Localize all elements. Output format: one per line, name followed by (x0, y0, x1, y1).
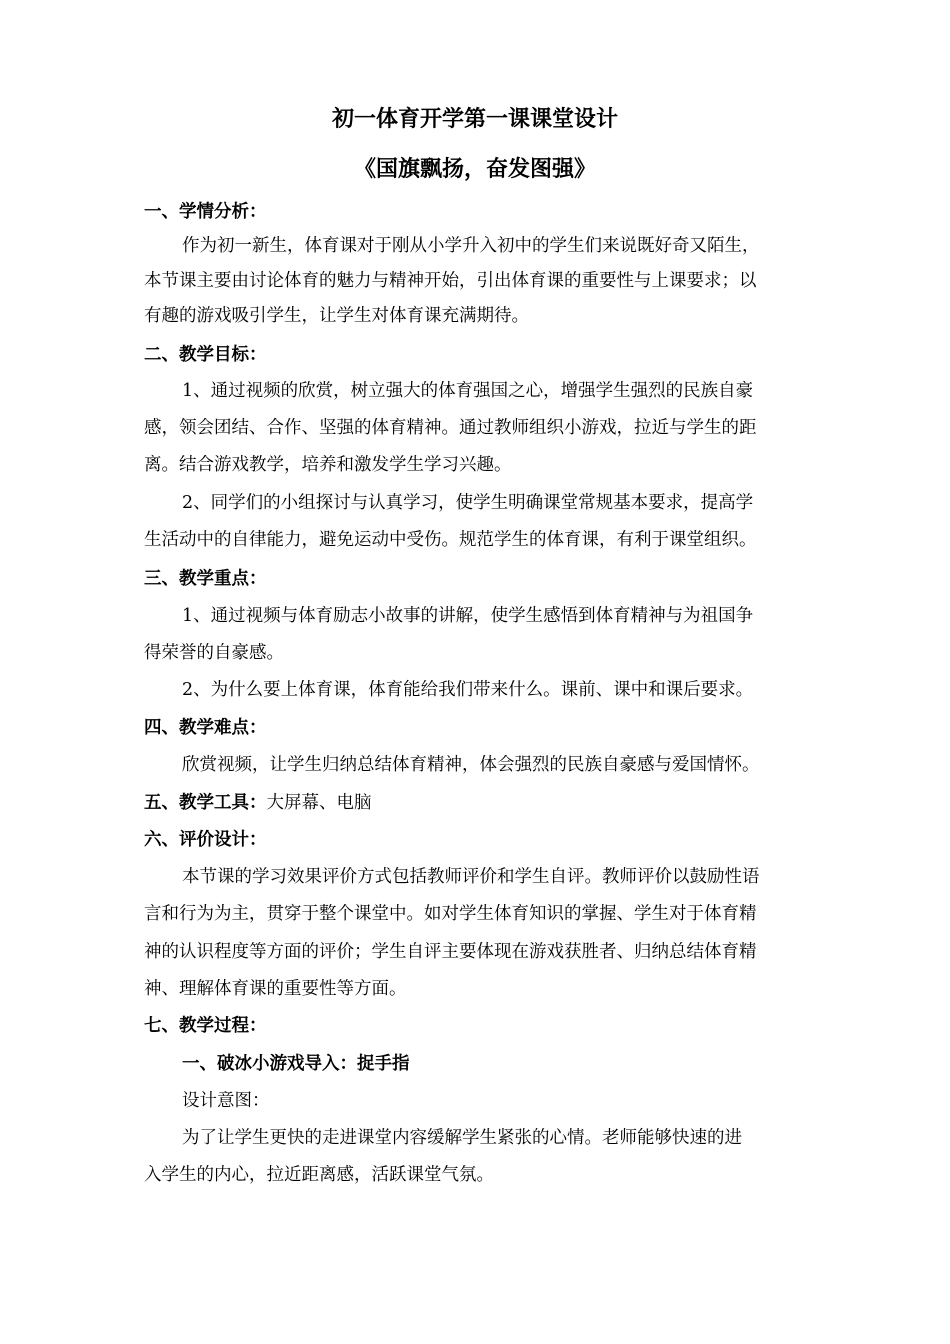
paragraph-line: 有趣的游戏吸引学生，让学生对体育课充满期待。 (144, 306, 529, 326)
paragraph-line: 神、理解体育课的重要性等方面。 (144, 979, 407, 999)
paragraph-line: 本节课的学习效果评价方式包括教师评价和学生自评。教师评价以鼓励性语 (182, 867, 760, 887)
paragraph-line: 1、通过视频的欣赏，树立强大的体育强国之心，增强学生强烈的民族自豪 (182, 381, 754, 401)
section-heading-4: 四、教学难点： (144, 718, 267, 738)
document-title: 初一体育开学第一课课堂设计 (331, 106, 618, 132)
paragraph-line: 欣赏视频，让学生归纳总结体育精神，体会强烈的民族自豪感与爱国情怀。 (182, 755, 760, 775)
paragraph-line: 为了让学生更快的走进课堂内容缓解学生紧张的心情。老师能够快速的进 (182, 1128, 742, 1148)
document-subtitle: 《国旗飘扬，奋发图强》 (353, 156, 596, 182)
section-heading-7: 七、教学过程： (144, 1016, 267, 1036)
paragraph-line: 言和行为为主，贯穿于整个课堂中。如对学生体育知识的掌握、学生对于体育精 (144, 904, 757, 924)
paragraph-line: 神的认识程度等方面的评价；学生自评主要体现在游戏获胜者、归纳总结体育精 (144, 942, 757, 962)
section-heading-3: 三、教学重点： (144, 569, 267, 589)
paragraph-line: 2、同学们的小组探讨与认真学习，使学生明确课堂常规基本要求，提高学 (182, 493, 754, 513)
section-5 (144, 789, 834, 817)
paragraph-line: 1、通过视频与体育励志小故事的讲解，使学生感悟到体育精神与为祖国争 (182, 606, 754, 626)
paragraph-line: 入学生的内心，拉近距离感，活跃课堂气氛。 (144, 1165, 494, 1185)
paragraph-line: 离。结合游戏教学，培养和激发学生学习兴趣。 (144, 455, 512, 475)
paragraph-line: 感，领会团结、合作、坚强的体育精神。通过教师组织小游戏，拉近与学生的距 (144, 418, 757, 438)
paragraph-line: 设计意图： (182, 1091, 270, 1111)
paragraph-line: 生活动中的自律能力，避免运动中受伤。规范学生的体育课，有利于课堂组织。 (144, 530, 757, 550)
paragraph-line: 本节课主要由讨论体育的魅力与精神开始，引出体育课的重要性与上课要求；以 (144, 271, 757, 291)
section-heading-1: 一、学情分析： (144, 202, 267, 222)
paragraph-line: 作为初一新生，体育课对于刚从小学升入初中的学生们来说既好奇又陌生， (182, 236, 760, 256)
section-heading-6: 六、评价设计： (144, 830, 267, 850)
section-heading-5: 五、教学工具： (144, 793, 267, 813)
section-5-value: 大屏幕、电脑 (266, 793, 372, 813)
paragraph-line: 得荣誉的自豪感。 (144, 643, 284, 663)
section-heading-2: 二、教学目标： (144, 345, 267, 365)
paragraph-line: 2、为什么要上体育课，体育能给我们带来什么。课前、课中和课后要求。 (182, 680, 754, 700)
sub-heading: 一、破冰小游戏导入：捉手指 (182, 1054, 410, 1074)
